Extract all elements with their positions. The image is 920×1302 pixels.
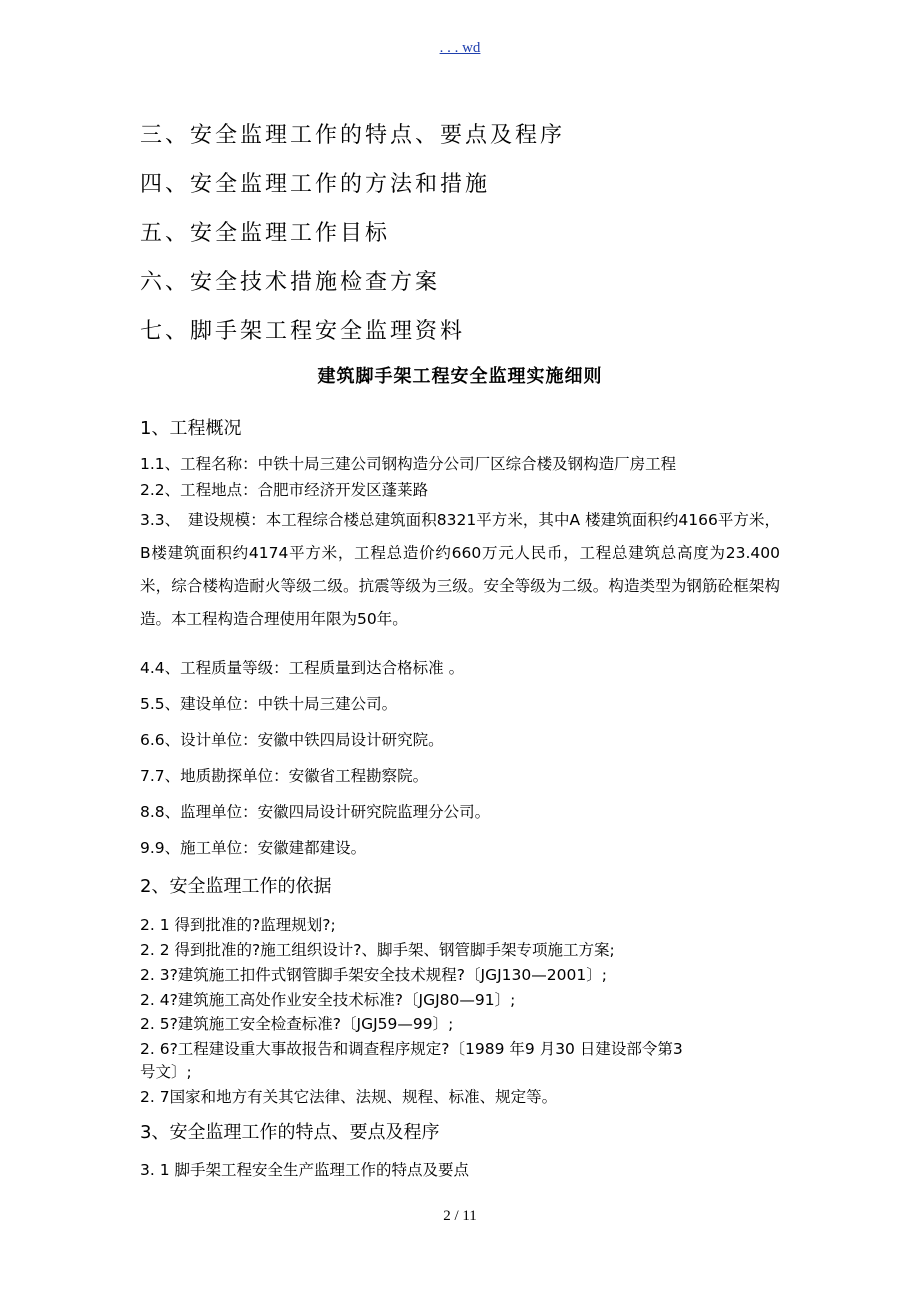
page-number: 2 / 11: [443, 1208, 477, 1224]
toc-item: 四、安全监理工作的方法和措施: [140, 172, 491, 197]
section-heading-overview: 1、工程概况: [140, 418, 242, 439]
basis-line: 2. 7国家和地方有关其它法律、法规、规程、标准、规定等。: [140, 1088, 558, 1106]
basis-line: 2. 6?工程建设重大事故报告和调查程序规定?〔1989 年9 月30 日建设部令第3: [140, 1040, 683, 1058]
basis-line: 2. 4?建筑施工高处作业安全技术标准?〔JGJ80—91〕;: [140, 991, 516, 1009]
header-mark: [0, 40, 920, 57]
basis-line: 2. 2 得到批准的?施工组织设计?、脚手架、钢管脚手架专项施工方案;: [140, 941, 615, 959]
overview-line: 2.2、工程地点：合肥市经济开发区蓬莱路: [140, 481, 429, 499]
basis-line: 2. 5?建筑施工安全检查标准?〔JGJ59—99〕;: [140, 1015, 454, 1033]
overview-line: 1.1、工程名称：中铁十局三建公司钢构造分公司厂区综合楼及钢构造厂房工程: [140, 455, 677, 473]
basis-line: 2. 1 得到批准的?监理规划?;: [140, 916, 336, 934]
overview-line: 5.5、建设单位：中铁十局三建公司。: [140, 695, 398, 713]
basis-line: 号文〕;: [140, 1063, 192, 1081]
toc-item: 五、安全监理工作目标: [140, 221, 391, 246]
overview-line: 8.8、监理单位：安徽四局设计研究院监理分公司。: [140, 803, 491, 821]
table-of-contents: [140, 118, 565, 363]
header-mark-text: . . . wd: [439, 40, 481, 56]
features-line: 3. 1 脚手架工程安全生产监理工作的特点及要点: [140, 1161, 470, 1179]
overview-line: 6.6、设计单位：安徽中铁四局设计研究院。: [140, 731, 444, 749]
toc-item: 六、安全技术措施检查方案: [140, 270, 441, 295]
section-heading-features: 3、安全监理工作的特点、要点及程序: [140, 1122, 440, 1143]
overview-scale-paragraph: 3.3、 建设规模：本工程综合楼总建筑面积8321平方米，其中A 楼建筑面积约4166平方米，B楼建筑面积约4174平方米，工程总造价约660万元人民币，工程总建筑总高度为23.400米，综合楼构造耐火等级二级。抗震等级为三级。安全等级为二级。构造类型为钢筋砼框架构造。本工程构造合理使用年限为50年。: [140, 511, 780, 628]
basis-line: 2. 3?建筑施工扣件式钢管脚手架安全技术规程?〔JGJ130—2001〕;: [140, 966, 607, 984]
document-title: 建筑脚手架工程安全监理实施细则: [317, 366, 603, 387]
toc-item: 三、安全监理工作的特点、要点及程序: [140, 123, 566, 148]
overview-line: 4.4、工程质量等级：工程质量到达合格标准 。: [140, 659, 465, 677]
toc-item: 七、脚手架工程安全监理资料: [140, 319, 466, 344]
overview-line: 9.9、施工单位：安徽建都建设。: [140, 839, 367, 857]
section-heading-basis: 2、安全监理工作的依据: [140, 876, 332, 897]
overview-line: 7.7、地质勘探单位：安徽省工程勘察院。: [140, 767, 429, 785]
